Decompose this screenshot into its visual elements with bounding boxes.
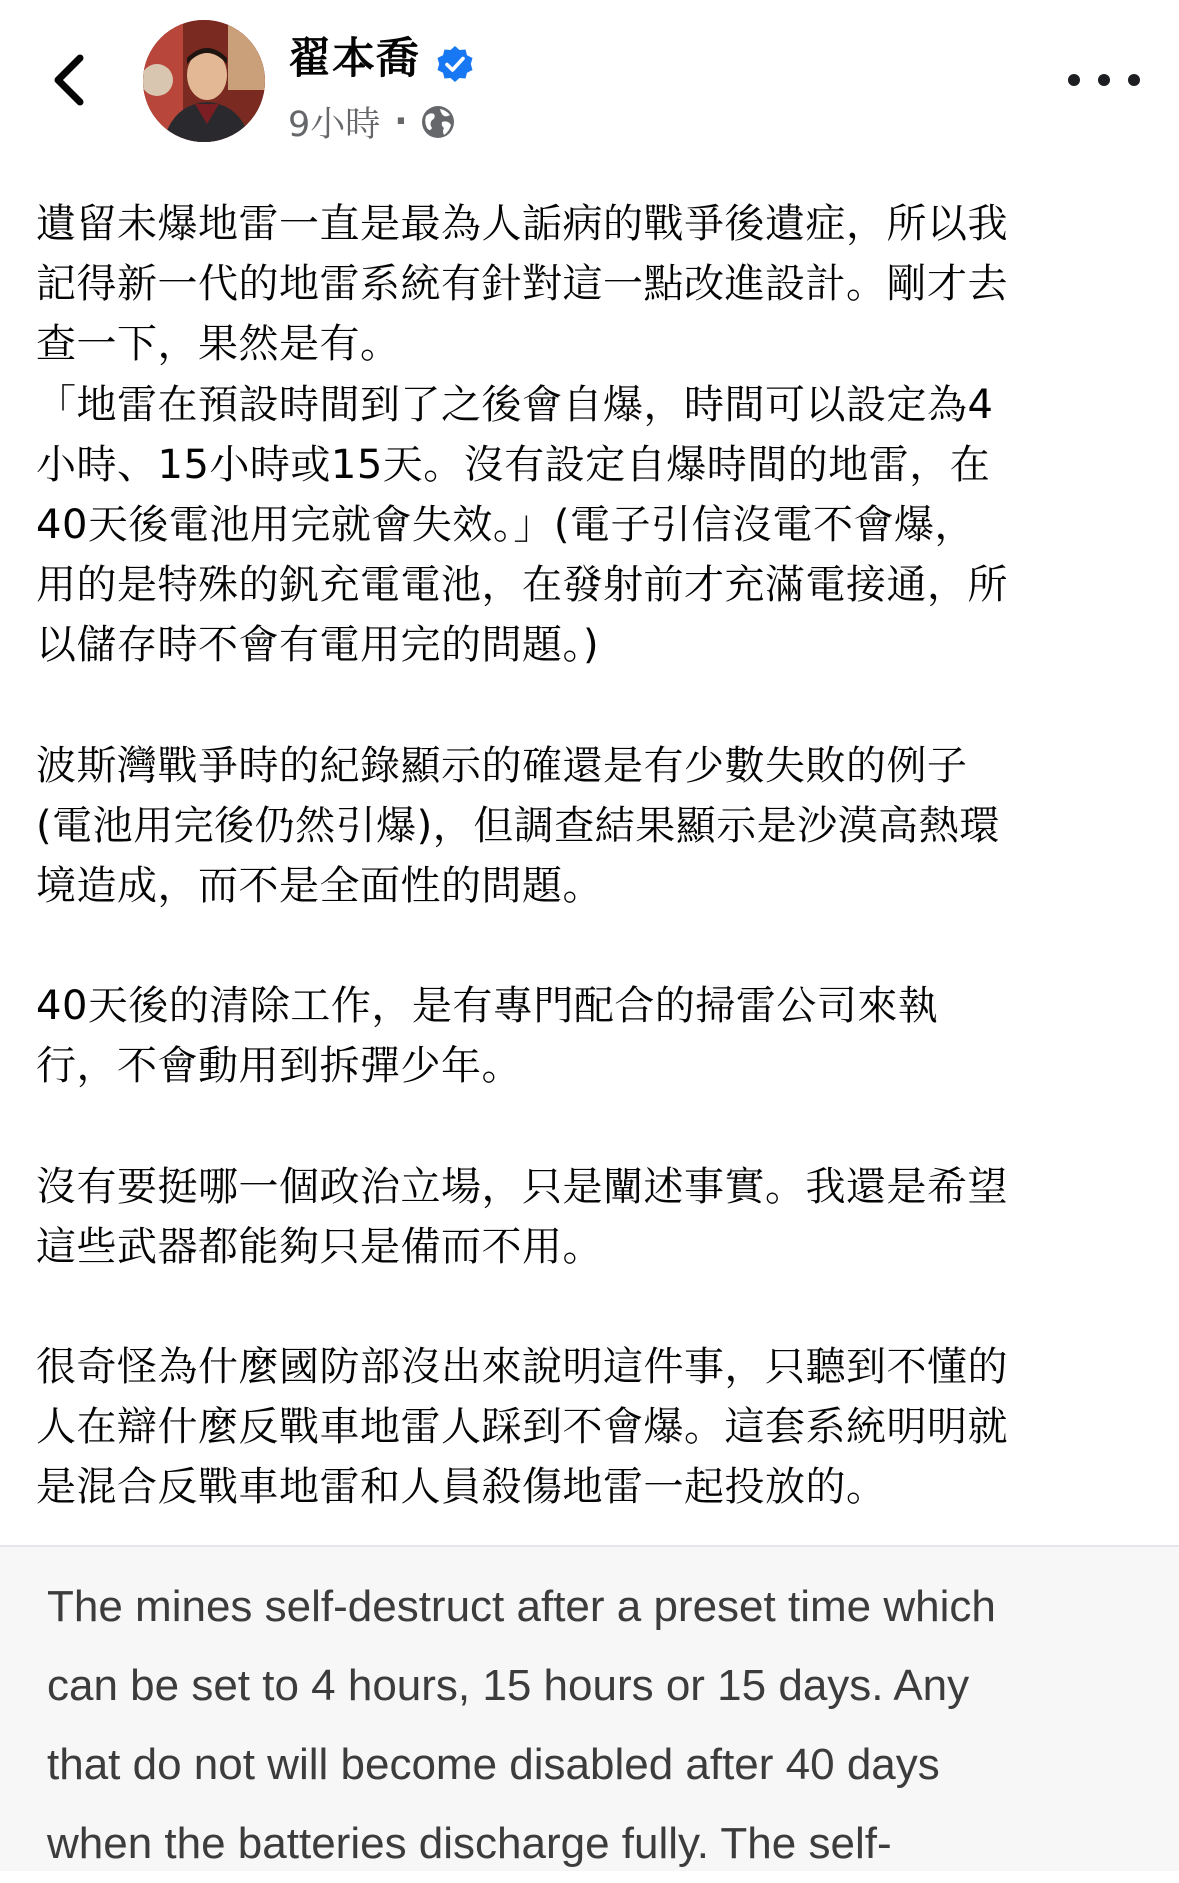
text-line: 沒有要挺哪一個政治立場，只是闡述事實。我還是希望 [36, 1163, 1008, 1210]
text-line: 是混合反戰車地雷和人員殺傷地雷一起投放的。 [36, 1464, 887, 1511]
post-paragraph [36, 1157, 1156, 1277]
verified-badge-icon [436, 45, 474, 83]
text-line: 40天後的清除工作，是有專門配合的掃雷公司來執 [36, 983, 939, 1030]
post-timestamp[interactable]: 9小時 [288, 105, 381, 145]
text-line: 很奇怪為什麼國防部沒出來說明這件事，只聽到不懂的 [36, 1344, 1008, 1391]
post-meta [288, 96, 456, 148]
text-line: 用的是特殊的釩充電電池，在發射前才充滿電接通，所 [36, 562, 1008, 609]
quoted-text [47, 1567, 1157, 1883]
more-horizontal-icon-dot [1098, 74, 1110, 86]
post-paragraph [36, 194, 1156, 676]
post-header [0, 0, 1179, 160]
quote-line: when the batteries discharge fully. The self- [47, 1819, 892, 1868]
avatar-photo [143, 20, 265, 142]
text-line: 這些武器都能夠只是備而不用。 [36, 1223, 603, 1270]
text-line: 行，不會動用到拆彈少年。 [36, 1043, 522, 1090]
paragraph-spacer [36, 1277, 1156, 1337]
text-line: (電池用完後仍然引爆)，但調查結果顯示是沙漠高熱環 [36, 802, 1000, 849]
more-options-button[interactable] [1068, 60, 1140, 100]
paragraph-spacer [36, 1097, 1156, 1157]
text-line: 波斯灣戰爭時的紀錄顯示的確還是有少數失敗的例子 [36, 742, 968, 789]
post-paragraph [36, 1337, 1156, 1518]
text-line: 小時、15小時或15天。沒有設定自爆時間的地雷，在 [36, 441, 991, 488]
text-line: 40天後電池用完就會失效。」(電子引信沒電不會爆， [36, 502, 976, 549]
back-button[interactable] [40, 45, 100, 115]
quote-line: can be set to 4 hours, 15 hours or 15 days. Any [47, 1661, 970, 1710]
post-text [36, 194, 1156, 1518]
paragraph-spacer [36, 916, 1156, 976]
more-horizontal-icon-dot [1128, 74, 1140, 86]
quoted-image-excerpt[interactable] [0, 1547, 1179, 1871]
globe-icon[interactable] [420, 104, 456, 140]
post-paragraph [36, 976, 1156, 1096]
text-line: 遺留未爆地雷一直是最為人詬病的戰爭後遺症，所以我 [36, 201, 1008, 247]
text-line: 記得新一代的地雷系統有針對這一點改進設計。剛才去 [36, 261, 1008, 308]
author-avatar[interactable] [143, 20, 265, 142]
post-paragraph [36, 736, 1156, 917]
chevron-left-icon [50, 52, 90, 108]
text-line: 人在辯什麼反戰車地雷人踩到不會爆。這套系統明明就 [36, 1404, 1008, 1451]
more-horizontal-icon-dot [1068, 74, 1080, 86]
text-line: 境造成，而不是全面性的問題。 [36, 863, 603, 910]
text-line: 查一下，果然是有。 [36, 321, 401, 368]
quote-line: that do not will become disabled after 40 days [47, 1740, 940, 1789]
text-line: 以儲存時不會有電用完的問題。) [36, 622, 600, 669]
meta-separator: · [394, 102, 408, 142]
author-name[interactable]: 翟本喬 [288, 34, 420, 84]
text-line: 「地雷在預設時間到了之後會自爆，時間可以設定為4 [36, 381, 994, 428]
paragraph-spacer [36, 676, 1156, 736]
quote-line: The mines self-destruct after a preset time which [47, 1582, 996, 1631]
